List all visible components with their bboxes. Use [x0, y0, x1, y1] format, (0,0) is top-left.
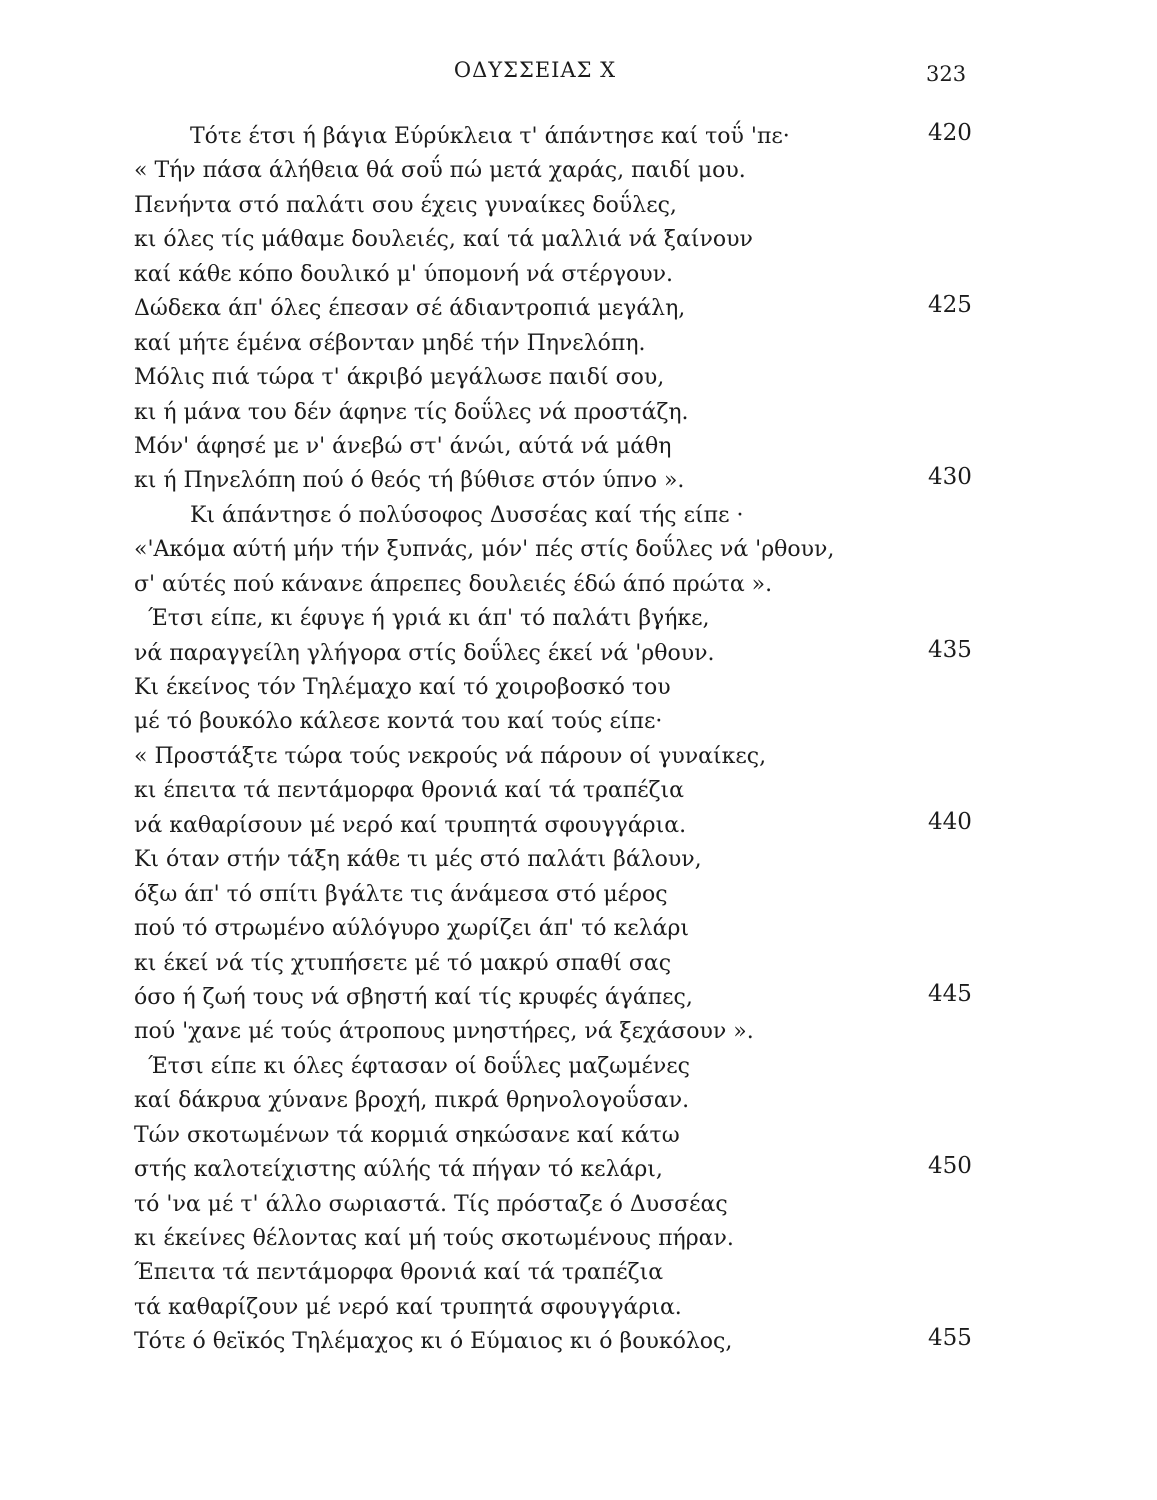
verse-text: Δώδεκα άπ' όλες έπεσαν σέ άδιαντροπιά μεγάλη, [134, 296, 686, 322]
line-number: 430 [928, 464, 972, 491]
verse-text: « Προστάξτε τώρα τούς νεκρούς νά πάρουν οί γυναίκες, [134, 743, 767, 769]
verse-text: Τότε ό θεϊκός Τηλέμαχος κι ό Εύμαιος κι ό βουκόλος, [134, 1329, 733, 1355]
verse-text: σ' αύτές πού κάνανε άπρεπες δουλειές έδώ άπό πρώτα ». [134, 571, 773, 597]
verse-text: Τότε έτσι ή βάγια Εύρύκλεια τ' άπάντησε καί τοΰ 'πε· [190, 124, 790, 149]
verse-line [134, 1087, 994, 1121]
page-number: 323 [926, 62, 967, 86]
verse-line [134, 364, 994, 398]
verse-text: κι έκείνες θέλοντας καί μή τούς σκοτωμένους πήραν. [134, 1226, 734, 1251]
line-number: 420 [928, 120, 972, 146]
verse-line [134, 636, 994, 674]
verse-text: νά παραγγείλη γλήγορα στίς δοΰλες έκεί νά 'ρθουν. [134, 640, 715, 666]
verse-text: νά καθαρίσουν μέ νερό καί τρυπητά σφουγγάρια. [134, 812, 687, 838]
verse-text: κι έκεί νά τίς χτυπήσετε μέ τό μακρύ σπαθί σας [134, 950, 672, 976]
verse-text: Μόλις πιά τώρα τ' άκριβό μεγάλωσε παιδί σου, [134, 365, 665, 391]
verse-text: τό 'να μέ τ' άλλο σωριαστά. Τίς πρόσταζε ό Δυσσέας [134, 1191, 728, 1217]
line-number: 435 [928, 636, 972, 663]
verse-line [134, 120, 994, 157]
verse-text: Μόν' άφησέ με ν' άνεβώ στ' άνώι, αύτά νά μάθη [134, 433, 672, 459]
line-number: 425 [928, 292, 972, 319]
verse-line [134, 433, 994, 467]
running-title: ΟΔΥΣΣΕΙΑΣ Χ [453, 58, 617, 82]
verse-line [134, 226, 994, 260]
verse-text: Έτσι είπε κι όλες έφτασαν οί δοΰλες μαζωμένες [148, 1053, 691, 1079]
verse-text: «'Ακόμα αύτή μήν τήν ξυπνάς, μόν' πές στίς δοΰλες νά 'ρθουν, [134, 537, 835, 563]
verse-line [134, 1325, 994, 1362]
verse-line [134, 1153, 994, 1190]
verse-line [134, 743, 994, 777]
verse-line [134, 1259, 994, 1293]
verse-text: Τών σκοτωμένων τά κορμιά σηκώσανε καί κάτω [134, 1122, 680, 1148]
line-number: 440 [928, 808, 972, 835]
verse-line [134, 330, 994, 364]
verse-text: στής καλοτείχιστης αύλής τά πήγαν τό κελάρι, [134, 1157, 663, 1183]
verse-line [134, 1225, 994, 1259]
verse-line [134, 1191, 994, 1225]
verse-lines [134, 120, 994, 1363]
verse-line [134, 980, 994, 1018]
verse-text: Πενήντα στό παλάτι σου έχεις γυναίκες δοΰλες, [134, 192, 677, 218]
verse-line [134, 261, 994, 295]
verse-line [134, 192, 994, 226]
verse-text: κι ή μάνα του δέν άφηνε τίς δοΰλες νά προστάζη. [134, 399, 689, 425]
verse-line [134, 777, 994, 811]
verse-line [134, 1018, 994, 1052]
verse-text: Κι άπάντησε ό πολύσοφος Δυσσέας καί τής είπε · [190, 502, 744, 528]
verse-line [134, 950, 994, 984]
verse-line [134, 708, 994, 742]
verse-text: Έτσι είπε, κι έφυγε ή γριά κι άπ' τό παλάτι βγήκε, [148, 606, 710, 632]
line-number: 445 [928, 980, 972, 1007]
verse-text: κι έπειτα τά πεντάμορφα θρονιά καί τά τραπέζια [134, 778, 685, 804]
verse-line [134, 808, 994, 846]
verse-line [134, 536, 994, 570]
verse-text: Κι όταν στήν τάξη κάθε τι μές στό παλάτι βάλουν, [134, 847, 702, 873]
verse-line [134, 1053, 994, 1087]
verse-text: καί μήτε έμένα σέβονταν μηδέ τήν Πηνελόπη. [134, 330, 646, 356]
verse-text: πού 'χανε μέ τούς άτροπους μνηστήρες, νά ξεχάσουν ». [134, 1019, 754, 1045]
verse-text: καί κάθε κόπο δουλικό μ' ύπομονή νά στέργουν. [134, 261, 673, 287]
verse-line [134, 846, 994, 880]
verse-line [134, 881, 994, 915]
verse-line [134, 674, 994, 708]
verse-line [134, 605, 994, 639]
verse-text: πού τό στρωμένο αύλόγυρο χωρίζει άπ' τό κελάρι [134, 916, 690, 942]
verse-line [134, 915, 994, 949]
verse-line [134, 292, 994, 329]
verse-text: όξω άπ' τό σπίτι βγάλτε τις άνάμεσα στό μέρος [134, 881, 668, 907]
verse-text: μέ τό βουκόλο κάλεσε κοντά του καί τούς είπε· [134, 709, 663, 735]
line-number: 455 [928, 1325, 972, 1352]
verse-line [134, 464, 994, 501]
verse-text: τά καθαρίζουν μέ νερό καί τρυπητά σφουγγάρια. [134, 1294, 682, 1320]
verse-text: Έπειτα τά πεντάμορφα θρονιά καί τά τραπέζια [134, 1260, 664, 1286]
verse-text: Κι έκείνος τόν Τηλέμαχο καί τό χοιροβοσκό του [134, 675, 671, 700]
verse-line [134, 502, 994, 536]
verse-line [134, 571, 994, 605]
verse-text: κι όλες τίς μάθαμε δουλειές, καί τά μαλλιά νά ξαίνουν [134, 227, 753, 253]
verse-text: όσο ή ζωή τους νά σβηστή καί τίς κρυφές άγάπες, [134, 984, 693, 1010]
verse-line [134, 157, 994, 191]
verse-line [134, 1122, 994, 1156]
verse-line [134, 1294, 994, 1328]
verse-text: « Τήν πάσα άλήθεια θά σοΰ πώ μετά χαράς, παιδί μου. [134, 158, 746, 184]
verse-text: κι ή Πηνελόπη πού ό θεός τή βύθισε στόν ύπνο ». [134, 468, 685, 494]
verse-line [134, 399, 994, 433]
line-number: 450 [928, 1153, 972, 1180]
verse-text: καί δάκρυα χύνανε βροχή, πικρά θρηνολογοΰσαν. [134, 1088, 690, 1114]
